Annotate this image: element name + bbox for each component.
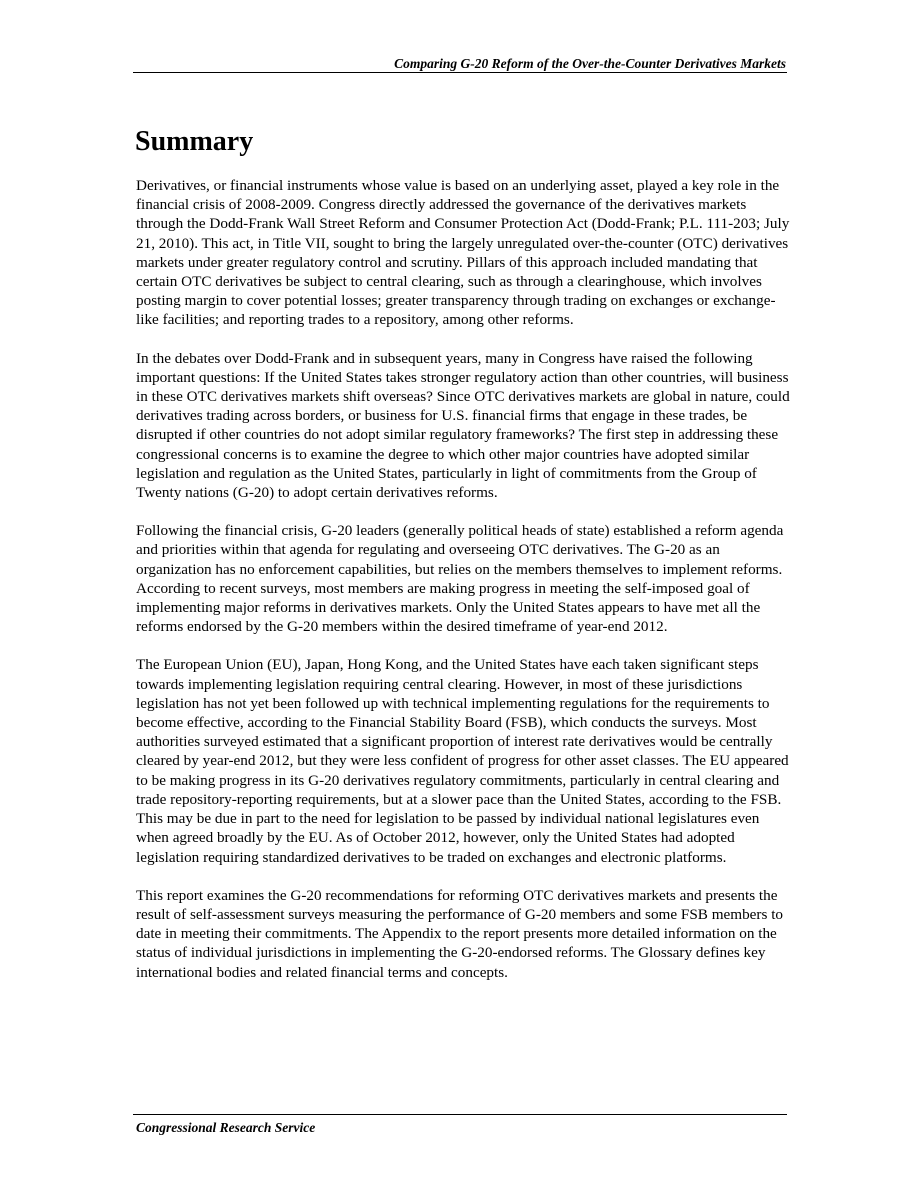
paragraph-2: In the debates over Dodd-Frank and in subsequent years, many in Congress have raised the following important questions: If the United States takes stronger regulatory action than other countries, will business in these OTC derivatives markets shift overseas? Since OTC derivatives markets are global in nature, could derivatives trading across borders, or business for U.S. financial firms that engage in these trades, be disrupted if other countries do not adopt similar regulatory frameworks? The first step in addressing these congressional concerns is to examine the degree to which other major countries have adopted similar legislation and regulation as the United States, particularly in light of commitments from the Group of Twenty nations (G-20) to adopt certain derivatives reforms. xyxy=(136,349,790,502)
header-divider xyxy=(133,72,787,73)
summary-body xyxy=(136,176,791,1001)
footer-publisher: Congressional Research Service xyxy=(136,1120,316,1135)
paragraph-3: Following the financial crisis, G-20 leaders (generally political heads of state) established a reform agenda and priorities within that agenda for regulating and overseeing OTC derivatives. The G-20 as an organization has no enforcement capabilities, but relies on the members themselves to implement reforms. According to recent surveys, most members are making progress in meeting the self-imposed goal of implementing major reforms in derivatives markets. Only the United States appears to have met all the reforms endorsed by the G-20 members within the desired timeframe of year-end 2012. xyxy=(136,522,784,636)
footer-divider xyxy=(133,1114,787,1115)
paragraph-4: The European Union (EU), Japan, Hong Kong, and the United States have each taken significant steps towards implementing legislation requiring central clearing. However, in most of these jurisdictions legislation has not yet been followed up with technical implementing regulations for the requirements to become effective, according to the Financial Stability Board (FSB), which conducts the surveys. Most authorities surveyed estimated that a significant proportion of interest rate derivatives would be centrally cleared by year-end 2012, but they were less confident of progress for other asset classes. The EU appeared to be making progress in its G-20 derivatives regulatory commitments, particularly in central clearing and trade repository-reporting requirements, but at a slower pace than the United States, according to the FSB. This may be due in part to the need for legislation to be passed by individual national legislatures even when agreed broadly by the EU. As of October 2012, however, only the United States had adopted legislation requiring standardized derivatives to be traded on exchanges and electronic platforms. xyxy=(136,656,789,866)
paragraph-5: This report examines the G-20 recommendations for reforming OTC derivatives markets and presents the result of self-assessment surveys measuring the performance of G-20 members and some FSB members to date in meeting their commitments. The Appendix to the report presents more detailed information on the status of individual jurisdictions in implementing the G-20-endorsed reforms. The Glossary defines key international bodies and related financial terms and concepts. xyxy=(136,886,784,981)
running-header-title: Comparing G-20 Reform of the Over-the-Counter Derivatives Markets xyxy=(394,56,786,71)
section-heading: Summary xyxy=(135,126,254,157)
paragraph-1: Derivatives, or financial instruments whose value is based on an underlying asset, played a key role in the financial crisis of 2008-2009. Congress directly addressed the governance of the derivatives markets through the Dodd-Frank Wall Street Reform and Consumer Protection Act (Dodd-Frank; P.L. 111-203; July 21, 2010). This act, in Title VII, sought to bring the largely unregulated over-the-counter (OTC) derivatives markets under greater regulatory control and scrutiny. Pillars of this approach included mandating that certain OTC derivatives be subject to central clearing, such as through a clearinghouse, which involves posting margin to cover potential losses; greater transparency through trading on exchanges or exchange-like facilities; and reporting trades to a repository, among other reforms. xyxy=(136,177,790,329)
